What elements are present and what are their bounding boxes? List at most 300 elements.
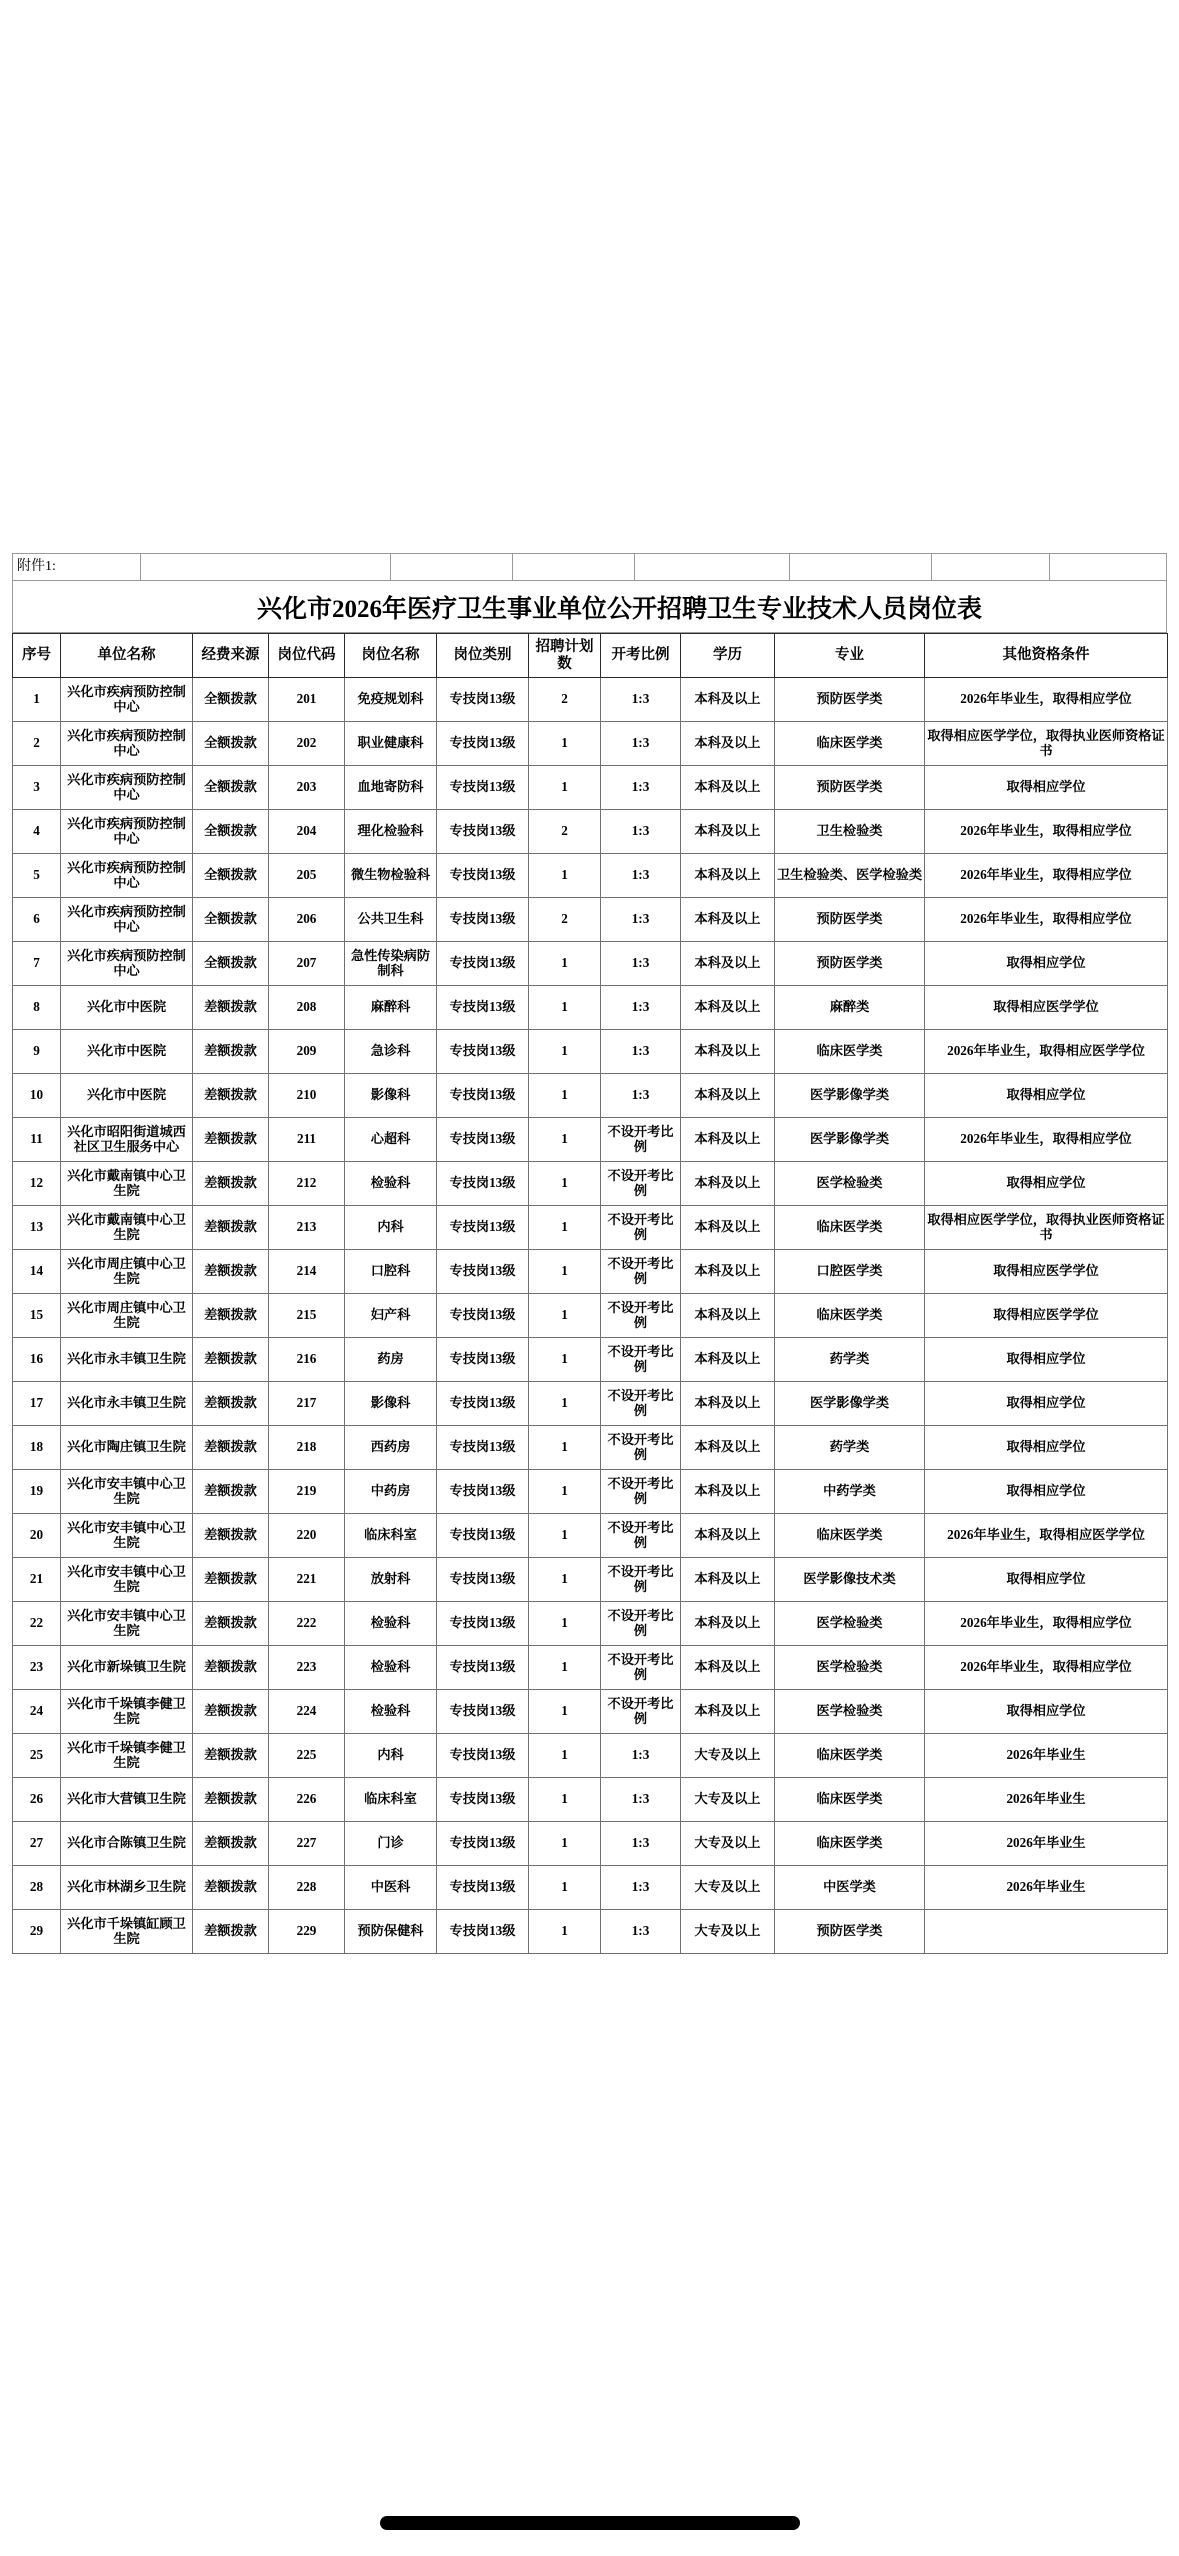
cell-index: 24: [13, 1690, 61, 1734]
cell-post-code: 202: [269, 722, 345, 766]
cell-major: 医学检验类: [775, 1690, 925, 1734]
cell-funding: 差额拨款: [193, 986, 269, 1030]
cell-exam-ratio: 不设开考比例: [601, 1338, 681, 1382]
cell-education: 本科及以上: [681, 898, 775, 942]
cell-post-type: 专技岗13级: [437, 1778, 529, 1822]
table-row: [13, 1558, 1168, 1602]
cell-post-name: 药房: [345, 1338, 437, 1382]
cell-other: 取得相应学位: [925, 1690, 1168, 1734]
cell-major: 医学影像学类: [775, 1074, 925, 1118]
cell-education: 大专及以上: [681, 1910, 775, 1954]
cell-major: 临床医学类: [775, 1206, 925, 1250]
cell-funding: 差额拨款: [193, 1910, 269, 1954]
cell-post-type: 专技岗13级: [437, 1646, 529, 1690]
cell-education: 本科及以上: [681, 1382, 775, 1426]
cell-other: 取得相应学位: [925, 1426, 1168, 1470]
cell-education: 本科及以上: [681, 1470, 775, 1514]
cell-post-code: 209: [269, 1030, 345, 1074]
title-row: [12, 581, 1167, 633]
col-header-other: 其他资格条件: [925, 634, 1168, 678]
cell-education: 本科及以上: [681, 1426, 775, 1470]
cell-post-name: 检验科: [345, 1602, 437, 1646]
cell-funding: 全额拨款: [193, 810, 269, 854]
cell-post-code: 211: [269, 1118, 345, 1162]
table-row: [13, 722, 1168, 766]
cell-exam-ratio: 1:3: [601, 678, 681, 722]
cell-major: 医学影像学类: [775, 1118, 925, 1162]
cell-plan-count: 1: [529, 1382, 601, 1426]
home-indicator[interactable]: [380, 2516, 800, 2530]
cell-unit: 兴化市千垛镇李健卫生院: [61, 1690, 193, 1734]
cell-post-name: 中药房: [345, 1470, 437, 1514]
cell-plan-count: 1: [529, 1294, 601, 1338]
cell-post-name: 理化检验科: [345, 810, 437, 854]
cell-education: 本科及以上: [681, 1514, 775, 1558]
cell-exam-ratio: 1:3: [601, 854, 681, 898]
cell-education: 本科及以上: [681, 678, 775, 722]
cell-unit: 兴化市林湖乡卫生院: [61, 1866, 193, 1910]
attachment-blank-cell: [790, 554, 932, 581]
attachment-blank-cell: [635, 554, 790, 581]
cell-other: 2026年毕业生: [925, 1866, 1168, 1910]
cell-index: 6: [13, 898, 61, 942]
cell-post-code: 228: [269, 1866, 345, 1910]
cell-index: 2: [13, 722, 61, 766]
cell-funding: 差额拨款: [193, 1250, 269, 1294]
cell-major: 临床医学类: [775, 1822, 925, 1866]
table-row: [13, 1734, 1168, 1778]
cell-unit: 兴化市昭阳街道城西社区卫生服务中心: [61, 1118, 193, 1162]
cell-unit: 兴化市疾病预防控制中心: [61, 678, 193, 722]
cell-education: 本科及以上: [681, 722, 775, 766]
cell-funding: 差额拨款: [193, 1470, 269, 1514]
cell-plan-count: 2: [529, 678, 601, 722]
table-row: [13, 1822, 1168, 1866]
cell-other: 取得相应医学学位，取得执业医师资格证书: [925, 1206, 1168, 1250]
cell-major: 卫生检验类: [775, 810, 925, 854]
cell-exam-ratio: 不设开考比例: [601, 1206, 681, 1250]
cell-other: 2026年毕业生，取得相应学位: [925, 810, 1168, 854]
cell-post-code: 207: [269, 942, 345, 986]
cell-exam-ratio: 1:3: [601, 810, 681, 854]
col-header-index: 序号: [13, 634, 61, 678]
cell-post-code: 210: [269, 1074, 345, 1118]
cell-post-name: 心超科: [345, 1118, 437, 1162]
cell-post-type: 专技岗13级: [437, 722, 529, 766]
cell-exam-ratio: 不设开考比例: [601, 1646, 681, 1690]
cell-exam-ratio: 1:3: [601, 1866, 681, 1910]
table-row: [13, 1162, 1168, 1206]
cell-unit: 兴化市戴南镇中心卫生院: [61, 1162, 193, 1206]
cell-plan-count: 1: [529, 1030, 601, 1074]
cell-exam-ratio: 不设开考比例: [601, 1602, 681, 1646]
cell-education: 大专及以上: [681, 1822, 775, 1866]
cell-post-code: 214: [269, 1250, 345, 1294]
cell-education: 本科及以上: [681, 1602, 775, 1646]
cell-education: 本科及以上: [681, 986, 775, 1030]
col-header-unit: 单位名称: [61, 634, 193, 678]
cell-post-code: 215: [269, 1294, 345, 1338]
cell-post-code: 203: [269, 766, 345, 810]
cell-post-type: 专技岗13级: [437, 1514, 529, 1558]
cell-post-name: 妇产科: [345, 1294, 437, 1338]
cell-post-type: 专技岗13级: [437, 1250, 529, 1294]
cell-unit: 兴化市新垛镇卫生院: [61, 1646, 193, 1690]
cell-plan-count: 1: [529, 1250, 601, 1294]
cell-index: 26: [13, 1778, 61, 1822]
table-header-row: [13, 634, 1168, 678]
table-row: [13, 1338, 1168, 1382]
cell-plan-count: 1: [529, 1734, 601, 1778]
cell-index: 19: [13, 1470, 61, 1514]
attachment-label: 附件1:: [13, 554, 141, 581]
cell-index: 27: [13, 1822, 61, 1866]
cell-major: 中药学类: [775, 1470, 925, 1514]
col-header-exam-ratio: 开考比例: [601, 634, 681, 678]
cell-post-type: 专技岗13级: [437, 1866, 529, 1910]
cell-index: 13: [13, 1206, 61, 1250]
cell-unit: 兴化市疾病预防控制中心: [61, 766, 193, 810]
cell-plan-count: 1: [529, 1118, 601, 1162]
cell-exam-ratio: 不设开考比例: [601, 1514, 681, 1558]
table-row: [13, 1426, 1168, 1470]
cell-post-code: 218: [269, 1426, 345, 1470]
cell-exam-ratio: 1:3: [601, 1734, 681, 1778]
cell-plan-count: 1: [529, 1646, 601, 1690]
cell-exam-ratio: 1:3: [601, 1030, 681, 1074]
cell-exam-ratio: 1:3: [601, 898, 681, 942]
cell-major: 药学类: [775, 1338, 925, 1382]
cell-post-name: 临床科室: [345, 1778, 437, 1822]
cell-plan-count: 1: [529, 722, 601, 766]
cell-unit: 兴化市中医院: [61, 986, 193, 1030]
cell-unit: 兴化市合陈镇卫生院: [61, 1822, 193, 1866]
cell-education: 本科及以上: [681, 1646, 775, 1690]
cell-other: 取得相应学位: [925, 942, 1168, 986]
cell-plan-count: 1: [529, 1910, 601, 1954]
table-row: [13, 854, 1168, 898]
cell-post-name: 预防保健科: [345, 1910, 437, 1954]
cell-funding: 差额拨款: [193, 1074, 269, 1118]
cell-plan-count: 1: [529, 1162, 601, 1206]
cell-post-type: 专技岗13级: [437, 898, 529, 942]
cell-other: 2026年毕业生: [925, 1778, 1168, 1822]
cell-post-code: 216: [269, 1338, 345, 1382]
cell-unit: 兴化市周庄镇中心卫生院: [61, 1250, 193, 1294]
cell-funding: 差额拨款: [193, 1162, 269, 1206]
cell-funding: 差额拨款: [193, 1338, 269, 1382]
cell-post-type: 专技岗13级: [437, 1734, 529, 1778]
cell-unit: 兴化市安丰镇中心卫生院: [61, 1470, 193, 1514]
cell-plan-count: 1: [529, 1514, 601, 1558]
cell-index: 10: [13, 1074, 61, 1118]
cell-funding: 全额拨款: [193, 942, 269, 986]
cell-education: 大专及以上: [681, 1778, 775, 1822]
cell-post-name: 免疫规划科: [345, 678, 437, 722]
cell-post-code: 226: [269, 1778, 345, 1822]
cell-post-type: 专技岗13级: [437, 1822, 529, 1866]
cell-funding: 差额拨款: [193, 1646, 269, 1690]
cell-post-code: 225: [269, 1734, 345, 1778]
cell-index: 1: [13, 678, 61, 722]
cell-plan-count: 1: [529, 1206, 601, 1250]
cell-funding: 差额拨款: [193, 1602, 269, 1646]
cell-other: 取得相应学位: [925, 766, 1168, 810]
cell-major: 临床医学类: [775, 1294, 925, 1338]
cell-other: 2026年毕业生，取得相应学位: [925, 1646, 1168, 1690]
cell-post-name: 血地寄防科: [345, 766, 437, 810]
cell-exam-ratio: 1:3: [601, 1910, 681, 1954]
cell-funding: 全额拨款: [193, 722, 269, 766]
cell-funding: 差额拨款: [193, 1206, 269, 1250]
attachment-row: [12, 553, 1167, 581]
cell-education: 本科及以上: [681, 1162, 775, 1206]
cell-index: 18: [13, 1426, 61, 1470]
table-row: [13, 810, 1168, 854]
cell-plan-count: 2: [529, 810, 601, 854]
cell-post-code: 229: [269, 1910, 345, 1954]
cell-index: 7: [13, 942, 61, 986]
cell-post-type: 专技岗13级: [437, 1602, 529, 1646]
cell-funding: 全额拨款: [193, 898, 269, 942]
cell-index: 23: [13, 1646, 61, 1690]
cell-exam-ratio: 不设开考比例: [601, 1558, 681, 1602]
cell-post-name: 急诊科: [345, 1030, 437, 1074]
cell-major: 临床医学类: [775, 1778, 925, 1822]
cell-post-type: 专技岗13级: [437, 1206, 529, 1250]
cell-exam-ratio: 1:3: [601, 1074, 681, 1118]
attachment-blank-cell: [141, 554, 391, 581]
cell-post-type: 专技岗13级: [437, 766, 529, 810]
cell-index: 8: [13, 986, 61, 1030]
cell-post-type: 专技岗13级: [437, 854, 529, 898]
cell-education: 本科及以上: [681, 854, 775, 898]
cell-post-name: 临床科室: [345, 1514, 437, 1558]
cell-other: 2026年毕业生，取得相应学位: [925, 898, 1168, 942]
cell-funding: 差额拨款: [193, 1382, 269, 1426]
cell-post-type: 专技岗13级: [437, 810, 529, 854]
cell-post-name: 内科: [345, 1734, 437, 1778]
cell-other: 2026年毕业生: [925, 1734, 1168, 1778]
cell-education: 本科及以上: [681, 1338, 775, 1382]
cell-post-code: 212: [269, 1162, 345, 1206]
cell-post-type: 专技岗13级: [437, 1470, 529, 1514]
cell-post-type: 专技岗13级: [437, 942, 529, 986]
cell-unit: 兴化市陶庄镇卫生院: [61, 1426, 193, 1470]
cell-plan-count: 1: [529, 1866, 601, 1910]
table-row: [13, 1602, 1168, 1646]
table-row: [13, 1030, 1168, 1074]
cell-funding: 全额拨款: [193, 854, 269, 898]
cell-education: 本科及以上: [681, 766, 775, 810]
col-header-funding: 经费来源: [193, 634, 269, 678]
cell-major: 预防医学类: [775, 678, 925, 722]
table-row: [13, 678, 1168, 722]
cell-post-code: 213: [269, 1206, 345, 1250]
cell-plan-count: 1: [529, 1338, 601, 1382]
cell-exam-ratio: 不设开考比例: [601, 1690, 681, 1734]
cell-major: 临床医学类: [775, 1514, 925, 1558]
cell-plan-count: 1: [529, 1426, 601, 1470]
cell-funding: 全额拨款: [193, 766, 269, 810]
table-row: [13, 1074, 1168, 1118]
cell-index: 9: [13, 1030, 61, 1074]
cell-unit: 兴化市疾病预防控制中心: [61, 898, 193, 942]
cell-major: 麻醉类: [775, 986, 925, 1030]
cell-other: 取得相应医学学位: [925, 1294, 1168, 1338]
cell-other: [925, 1910, 1168, 1954]
positions-table: [12, 633, 1168, 1954]
cell-education: 大专及以上: [681, 1866, 775, 1910]
cell-funding: 差额拨款: [193, 1734, 269, 1778]
cell-index: 4: [13, 810, 61, 854]
cell-plan-count: 1: [529, 1558, 601, 1602]
cell-other: 取得相应医学学位: [925, 1250, 1168, 1294]
cell-exam-ratio: 1:3: [601, 1778, 681, 1822]
col-header-plan-count: 招聘计划数: [529, 634, 601, 678]
cell-index: 14: [13, 1250, 61, 1294]
cell-funding: 全额拨款: [193, 678, 269, 722]
table-row: [13, 1866, 1168, 1910]
cell-index: 29: [13, 1910, 61, 1954]
cell-other: 取得相应学位: [925, 1470, 1168, 1514]
cell-post-type: 专技岗13级: [437, 1030, 529, 1074]
cell-post-name: 急性传染病防制科: [345, 942, 437, 986]
col-header-post-code: 岗位代码: [269, 634, 345, 678]
cell-index: 22: [13, 1602, 61, 1646]
col-header-major: 专业: [775, 634, 925, 678]
cell-post-type: 专技岗13级: [437, 678, 529, 722]
cell-plan-count: 1: [529, 1822, 601, 1866]
cell-index: 21: [13, 1558, 61, 1602]
cell-unit: 兴化市永丰镇卫生院: [61, 1382, 193, 1426]
cell-plan-count: 1: [529, 1778, 601, 1822]
cell-index: 11: [13, 1118, 61, 1162]
cell-exam-ratio: 不设开考比例: [601, 1382, 681, 1426]
cell-plan-count: 1: [529, 1074, 601, 1118]
cell-funding: 差额拨款: [193, 1426, 269, 1470]
cell-exam-ratio: 不设开考比例: [601, 1162, 681, 1206]
cell-major: 临床医学类: [775, 1030, 925, 1074]
cell-post-code: 223: [269, 1646, 345, 1690]
cell-post-type: 专技岗13级: [437, 1426, 529, 1470]
cell-education: 本科及以上: [681, 1250, 775, 1294]
cell-post-name: 麻醉科: [345, 986, 437, 1030]
table-row: [13, 1118, 1168, 1162]
table-row: [13, 1514, 1168, 1558]
table-row: [13, 1250, 1168, 1294]
cell-post-name: 影像科: [345, 1382, 437, 1426]
cell-major: 预防医学类: [775, 898, 925, 942]
cell-post-name: 职业健康科: [345, 722, 437, 766]
cell-unit: 兴化市中医院: [61, 1030, 193, 1074]
cell-unit: 兴化市疾病预防控制中心: [61, 942, 193, 986]
cell-other: 2026年毕业生，取得相应学位: [925, 1602, 1168, 1646]
attachment-blank-cell: [932, 554, 1050, 581]
cell-post-name: 内科: [345, 1206, 437, 1250]
table-row: [13, 1470, 1168, 1514]
cell-funding: 差额拨款: [193, 1514, 269, 1558]
col-header-education: 学历: [681, 634, 775, 678]
cell-index: 12: [13, 1162, 61, 1206]
cell-exam-ratio: 不设开考比例: [601, 1118, 681, 1162]
cell-major: 医学影像学类: [775, 1382, 925, 1426]
cell-index: 3: [13, 766, 61, 810]
cell-education: 本科及以上: [681, 1294, 775, 1338]
cell-unit: 兴化市疾病预防控制中心: [61, 810, 193, 854]
cell-post-type: 专技岗13级: [437, 1338, 529, 1382]
cell-post-type: 专技岗13级: [437, 1690, 529, 1734]
cell-plan-count: 1: [529, 1470, 601, 1514]
cell-education: 本科及以上: [681, 1206, 775, 1250]
cell-unit: 兴化市安丰镇中心卫生院: [61, 1514, 193, 1558]
cell-post-name: 检验科: [345, 1162, 437, 1206]
cell-funding: 差额拨款: [193, 1030, 269, 1074]
cell-post-type: 专技岗13级: [437, 1382, 529, 1426]
table-row: [13, 1294, 1168, 1338]
cell-exam-ratio: 不设开考比例: [601, 1426, 681, 1470]
cell-post-name: 中医科: [345, 1866, 437, 1910]
table-row: [13, 1646, 1168, 1690]
table-row: [13, 1690, 1168, 1734]
cell-other: 2026年毕业生，取得相应学位: [925, 854, 1168, 898]
cell-education: 本科及以上: [681, 1558, 775, 1602]
cell-unit: 兴化市疾病预防控制中心: [61, 722, 193, 766]
cell-education: 本科及以上: [681, 1074, 775, 1118]
cell-index: 15: [13, 1294, 61, 1338]
cell-unit: 兴化市疾病预防控制中心: [61, 854, 193, 898]
cell-major: 医学检验类: [775, 1646, 925, 1690]
cell-other: 2026年毕业生，取得相应医学学位: [925, 1030, 1168, 1074]
cell-post-code: 220: [269, 1514, 345, 1558]
cell-exam-ratio: 不设开考比例: [601, 1250, 681, 1294]
cell-education: 本科及以上: [681, 1690, 775, 1734]
cell-post-name: 检验科: [345, 1646, 437, 1690]
col-header-post-type: 岗位类别: [437, 634, 529, 678]
cell-post-type: 专技岗13级: [437, 1162, 529, 1206]
cell-post-code: 206: [269, 898, 345, 942]
cell-post-type: 专技岗13级: [437, 1910, 529, 1954]
cell-unit: 兴化市永丰镇卫生院: [61, 1338, 193, 1382]
attachment-blank-cell: [513, 554, 635, 581]
cell-post-name: 公共卫生科: [345, 898, 437, 942]
cell-unit: 兴化市周庄镇中心卫生院: [61, 1294, 193, 1338]
cell-major: 临床医学类: [775, 722, 925, 766]
cell-plan-count: 2: [529, 898, 601, 942]
cell-education: 本科及以上: [681, 1118, 775, 1162]
cell-other: 2026年毕业生: [925, 1822, 1168, 1866]
cell-exam-ratio: 不设开考比例: [601, 1470, 681, 1514]
cell-major: 预防医学类: [775, 766, 925, 810]
cell-education: 本科及以上: [681, 942, 775, 986]
cell-unit: 兴化市戴南镇中心卫生院: [61, 1206, 193, 1250]
cell-exam-ratio: 1:3: [601, 942, 681, 986]
cell-post-code: 227: [269, 1822, 345, 1866]
cell-post-name: 口腔科: [345, 1250, 437, 1294]
cell-unit: 兴化市大营镇卫生院: [61, 1778, 193, 1822]
cell-funding: 差额拨款: [193, 1558, 269, 1602]
cell-index: 16: [13, 1338, 61, 1382]
attachment-blank-cell: [1050, 554, 1167, 581]
cell-index: 17: [13, 1382, 61, 1426]
cell-post-code: 208: [269, 986, 345, 1030]
cell-post-code: 201: [269, 678, 345, 722]
cell-unit: 兴化市千垛镇缸顾卫生院: [61, 1910, 193, 1954]
cell-exam-ratio: 1:3: [601, 766, 681, 810]
cell-post-type: 专技岗13级: [437, 986, 529, 1030]
cell-plan-count: 1: [529, 1690, 601, 1734]
cell-plan-count: 1: [529, 854, 601, 898]
